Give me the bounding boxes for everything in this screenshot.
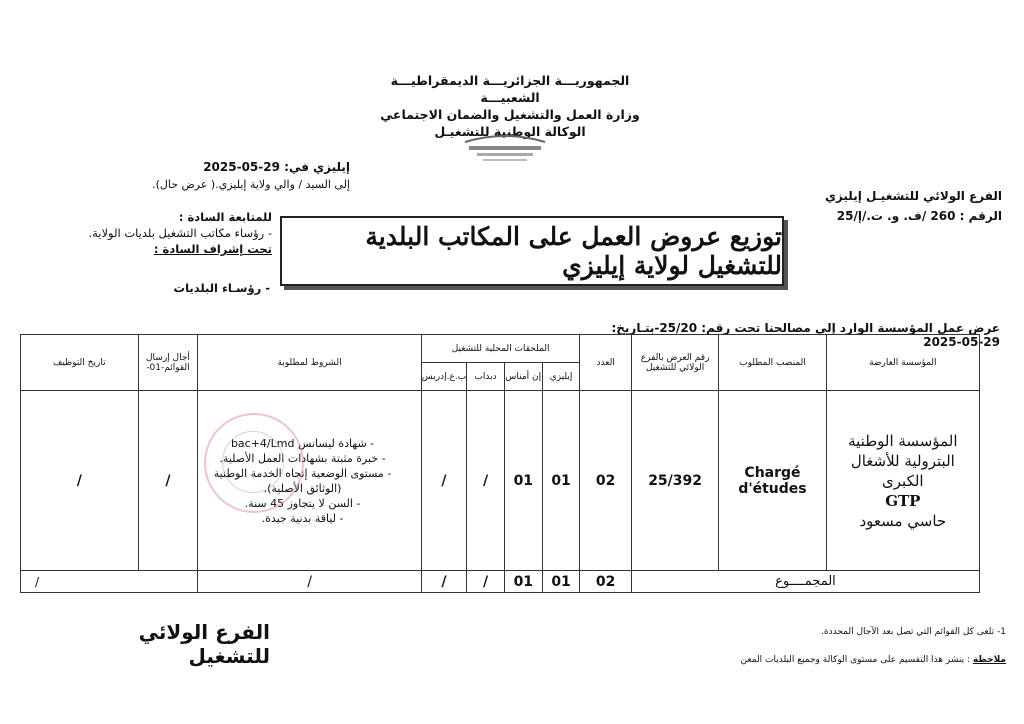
note-line-1: 1- تلغى كل القوائم التي تصل بعد الآجال المحددة. — [821, 627, 1006, 637]
date-recipient-block — [120, 158, 350, 194]
condition-item: - خبرة مثبتة بشهادات العمل الأصلية. — [198, 451, 406, 466]
total-deadline-hire: / — [21, 571, 198, 593]
header-ministry: وزارة العمل والتشغيل والضمان الاجتماعي — [380, 107, 640, 122]
header-conditions: الشروط لمطلوبة — [198, 335, 421, 391]
header-debdeb: دبداب — [467, 363, 505, 391]
deadline-cell: / — [138, 391, 198, 571]
header-illizi: إيليزي — [542, 363, 580, 391]
document-title: توزيع عروض العمل على المكاتب البلدية للتشغيل لولاية إيليزي — [365, 222, 782, 280]
org-name-line3: الكبرى — [882, 471, 924, 490]
footer-notes — [640, 618, 1006, 674]
total-illizi: 01 — [542, 571, 580, 593]
document-date: إيليزي في: 29-05-2025 — [203, 160, 350, 174]
supervision-item: - رؤسـاء البلديات — [173, 281, 270, 295]
header-bordj: ب.ع.إدريس — [421, 363, 466, 391]
org-name-line2: البترولية للأشغال — [850, 451, 955, 470]
org-name-line1: المؤسسة الوطنية — [848, 431, 958, 450]
conditions-cell — [198, 391, 421, 571]
condition-item: - لياقة بدنية جيدة. — [198, 511, 406, 526]
header-annexes: الملحقات المحلية للتشغيل — [421, 335, 580, 363]
illizi-cell: 01 — [542, 391, 580, 571]
org-acronym: GTP — [885, 491, 921, 510]
offer-number-cell: 25/392 — [631, 391, 718, 571]
condition-item: - مستوى الوضعية إتجاه الخدمة الوطنية (الوثائق الأصلية). — [198, 466, 406, 496]
count-cell: 02 — [580, 391, 631, 571]
org-location: حاسي مسعود — [859, 511, 947, 530]
debdeb-cell: / — [467, 391, 505, 571]
condition-item: - السن لا يتجاوز 45 سنة. — [198, 496, 406, 511]
hire-date-cell: / — [21, 391, 139, 571]
note-line-2 — [640, 646, 1006, 674]
branch-name: الفرع الولائي للتشغيـل إيليزي — [824, 189, 1002, 203]
total-debdeb: / — [467, 571, 505, 593]
followup-label: للمتابعة السادة : — [178, 210, 272, 224]
agency-logo-icon — [455, 128, 555, 168]
branch-reference-block — [792, 186, 1002, 226]
inamenas-cell: 01 — [504, 391, 542, 571]
offer-intro: عرض عمل المؤسسة الوارد إلى مصالحنا تحت رقم: 25/20-بتـاريخ: 29-05-2025 — [611, 321, 1000, 349]
header-hire-date: تاريخ التوظيف — [21, 335, 139, 391]
header-position: المنصب المطلوب — [719, 335, 826, 391]
bordj-cell: / — [421, 391, 466, 571]
org-cell — [826, 391, 979, 571]
followup-item: - رؤساء مكاتب التشغيل بلديات الولاية. — [88, 226, 272, 240]
position-cell: Chargé d'études — [719, 391, 826, 571]
total-count: 02 — [580, 571, 631, 593]
total-label: المجمــــوع — [631, 571, 979, 593]
official-stamp-icon — [204, 413, 304, 513]
document-title-box — [280, 216, 784, 286]
reference-number: الرقم : 260 /ف. و. ت./إ/25 — [836, 209, 1002, 223]
total-inamenas: 01 — [504, 571, 542, 593]
supervision-label: تحت إشراف السادة : — [153, 242, 272, 256]
header-count: العدد — [580, 335, 631, 391]
total-conditions: / — [198, 571, 421, 593]
signature-branch: الفرع الولائي للتشغيل — [138, 620, 270, 668]
note-text: : ينشر هذا التقسيم على مستوى الوكالة وجميع البلديات المعن — [740, 655, 970, 665]
condition-item: - شهادة ليسانس bac+4/Lmd — [198, 436, 406, 451]
table-total-row — [21, 571, 980, 593]
job-offers-table — [20, 334, 980, 593]
table-row — [21, 391, 980, 571]
header-inamenas: إن أمناس — [504, 363, 542, 391]
header-republic: الجمهوريـــة الجزائريـــة الديمقراطيـــة الشعبيـــة — [390, 73, 630, 105]
note-label: ملاحظة — [972, 655, 1006, 665]
recipient-line: إلى السيد / والي ولاية إيليزي.( عرض حال). — [152, 178, 350, 191]
header-deadline: أجال إرسال القوائم-01- — [138, 335, 198, 391]
header-org: المؤسسة العارضة — [826, 335, 979, 391]
header-offer-number: رقم العرض بالفرع الولائي للتشغيل — [631, 335, 718, 391]
header-agency: الوكالة الوطنية للتشغيـل — [434, 124, 586, 139]
total-bordj: / — [421, 571, 466, 593]
attention-block — [60, 209, 272, 257]
